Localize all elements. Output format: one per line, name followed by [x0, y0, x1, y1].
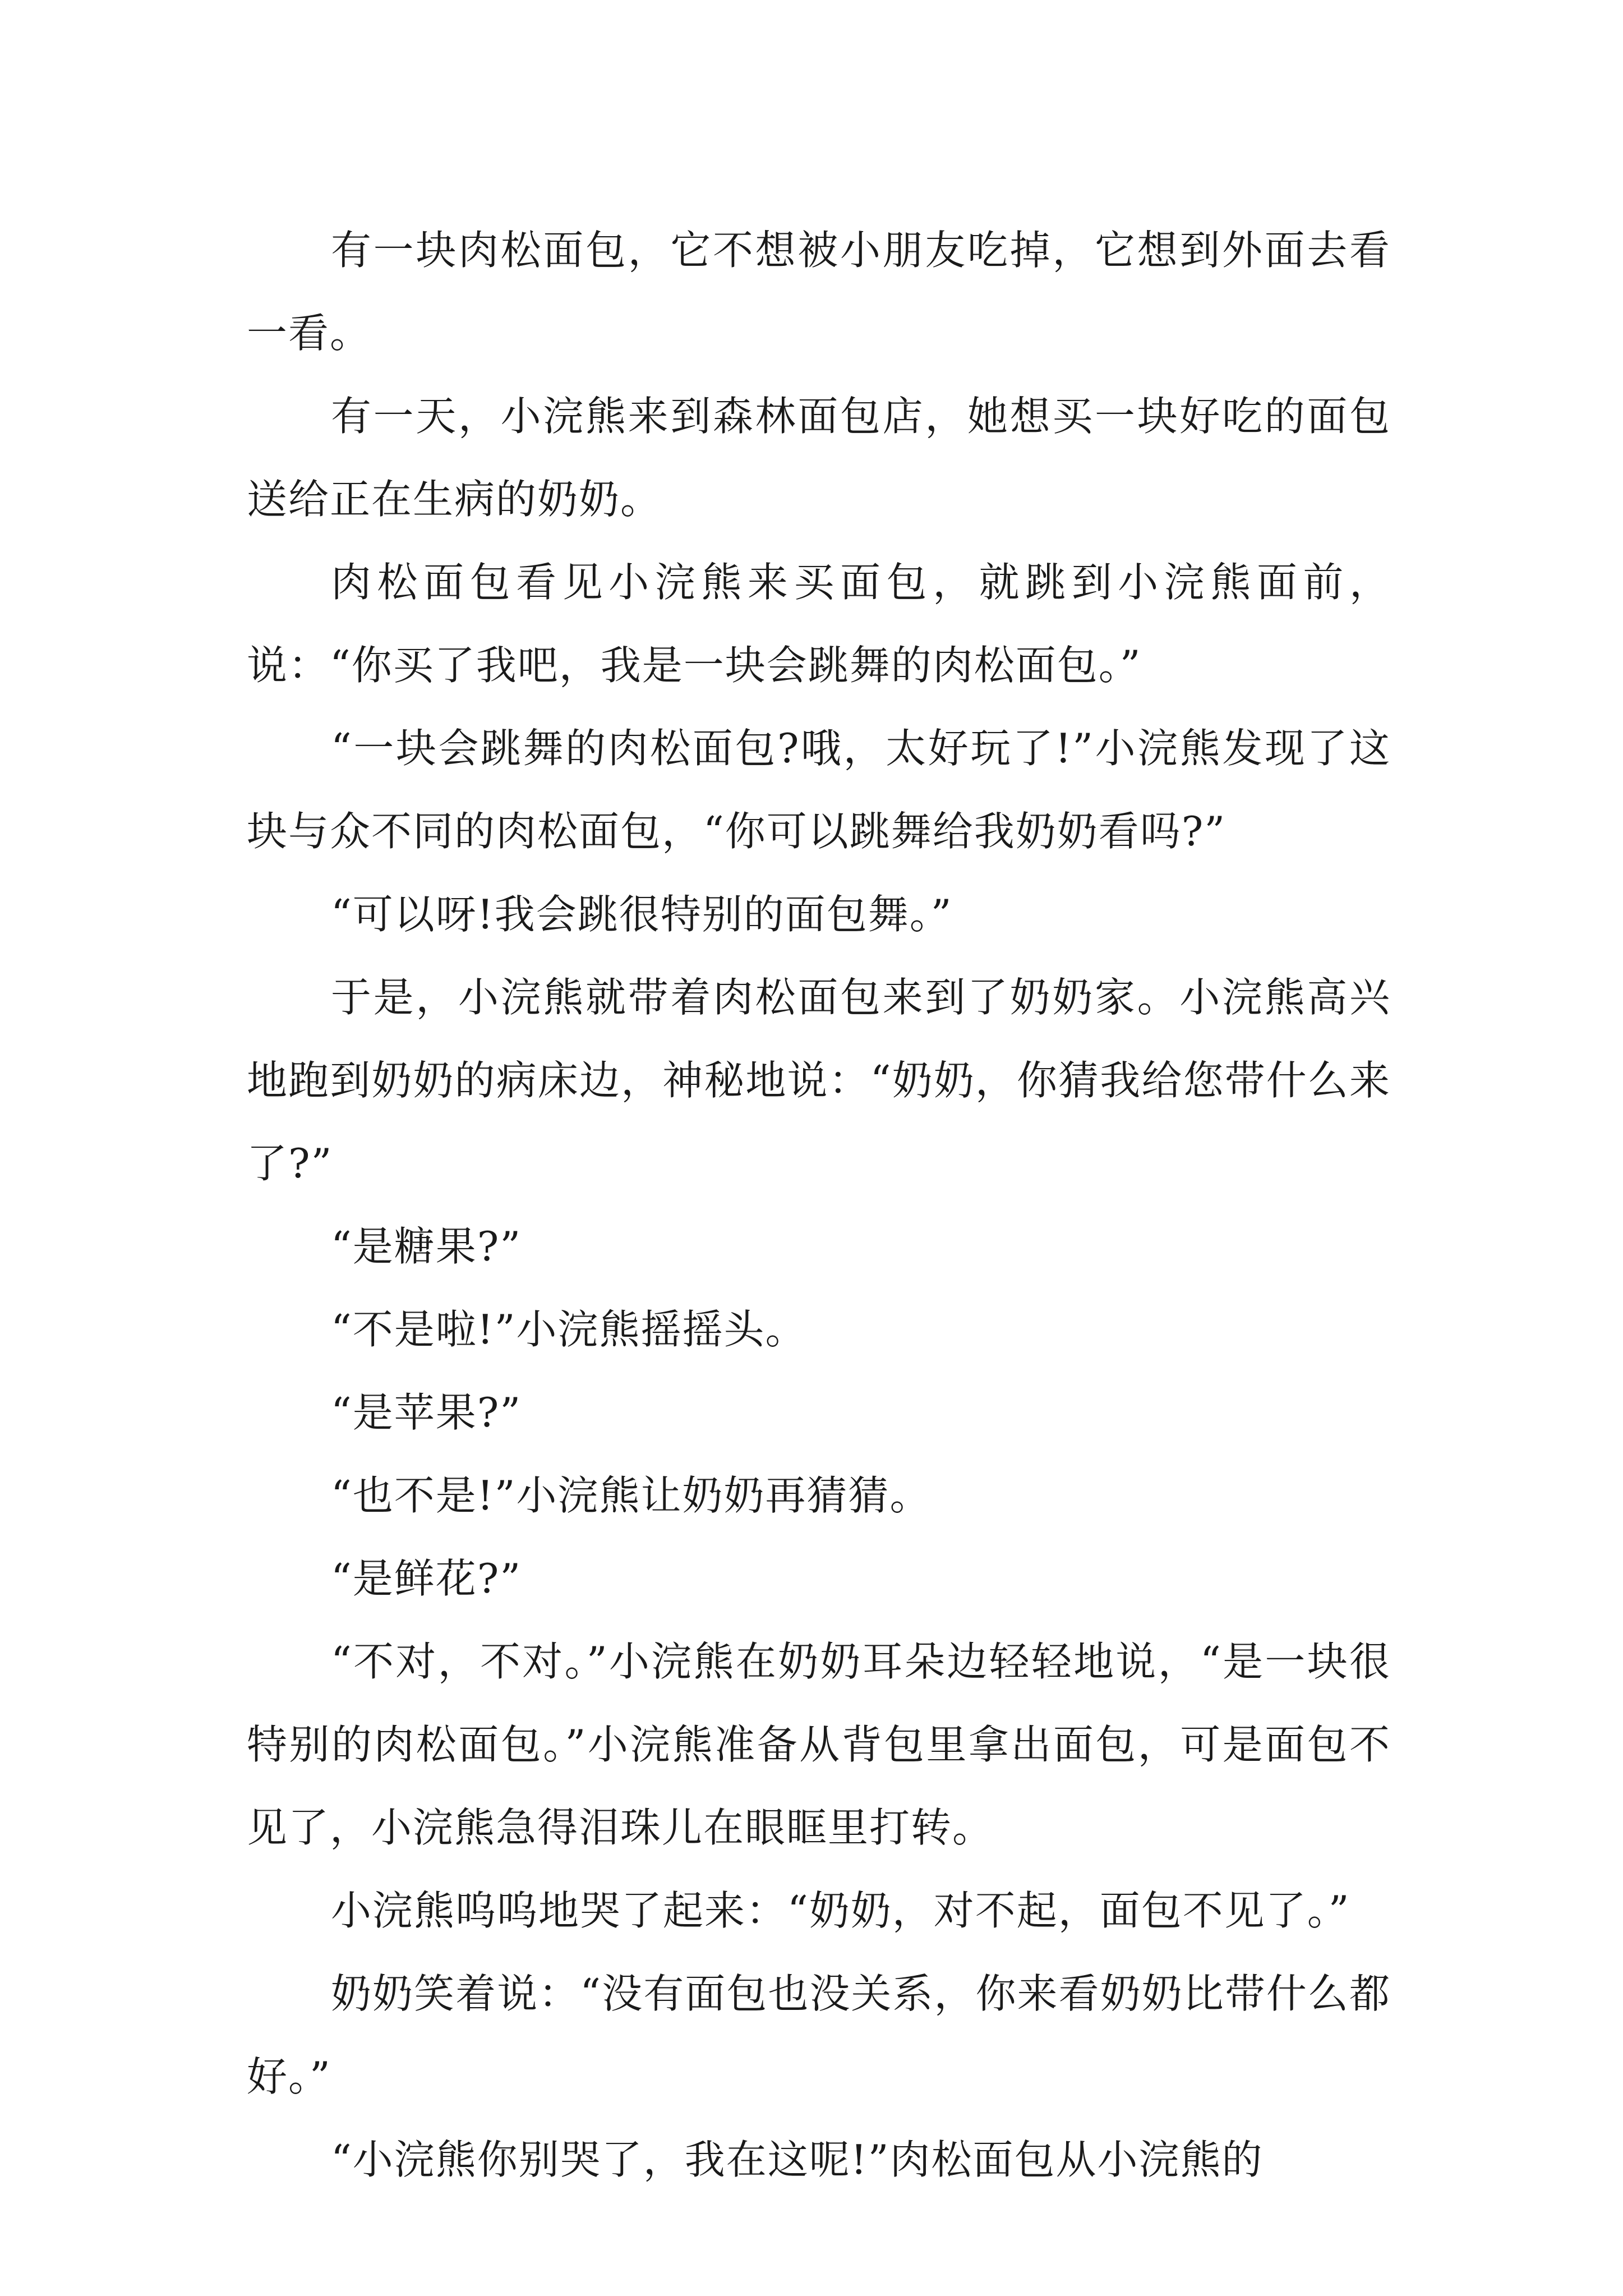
- paragraph: “可以呀!我会跳很特别的面包舞。”: [331, 891, 953, 938]
- paragraph: “也不是!”小浣熊让奶奶再猜猜。: [331, 1472, 932, 1519]
- paragraph: “小浣熊你别哭了，我在这呢!”肉松面包从小浣熊的: [331, 2136, 1264, 2183]
- paragraph: 有一天，小浣熊来到森林面包店，她想买一块好吃的面包送给正在生病的奶奶。: [247, 393, 1391, 523]
- paragraph: 于是，小浣熊就带着肉松面包来到了奶奶家。小浣熊高兴地跑到奶奶的病床边，神秘地说：“奶奶，你猜我给您带什么来了?”: [247, 974, 1391, 1187]
- paragraph: “是鲜花?”: [331, 1555, 522, 1602]
- paragraph: 奶奶笑着说：“没有面包也没关系，你来看奶奶比带什么都好。”: [247, 1970, 1391, 2100]
- paragraph: 有一块肉松面包，它不想被小朋友吃掉，它想到外面去看一看。: [247, 227, 1391, 357]
- story-text: [247, 209, 1391, 2201]
- paragraph: “不对，不对。”小浣熊在奶奶耳朵边轻轻地说，“是一块很特别的肉松面包。”小浣熊准备从背包里拿出面包，可是面包不见了，小浣熊急得泪珠儿在眼眶里打转。: [247, 1638, 1391, 1851]
- paragraph: “是苹果?”: [331, 1389, 522, 1436]
- paragraph: “是糖果?”: [331, 1223, 522, 1270]
- paragraph: 肉松面包看见小浣熊来买面包，就跳到小浣熊面前，说：“你买了我吧，我是一块会跳舞的肉松面包。”: [247, 559, 1391, 689]
- paragraph: 小浣熊呜呜地哭了起来：“奶奶，对不起，面包不见了。”: [331, 1887, 1350, 1934]
- paragraph: “不是啦!”小浣熊摇摇头。: [331, 1306, 807, 1353]
- paragraph: “一块会跳舞的肉松面包?哦，太好玩了!”小浣熊发现了这块与众不同的肉松面包，“你可以跳舞给我奶奶看吗?”: [247, 725, 1391, 855]
